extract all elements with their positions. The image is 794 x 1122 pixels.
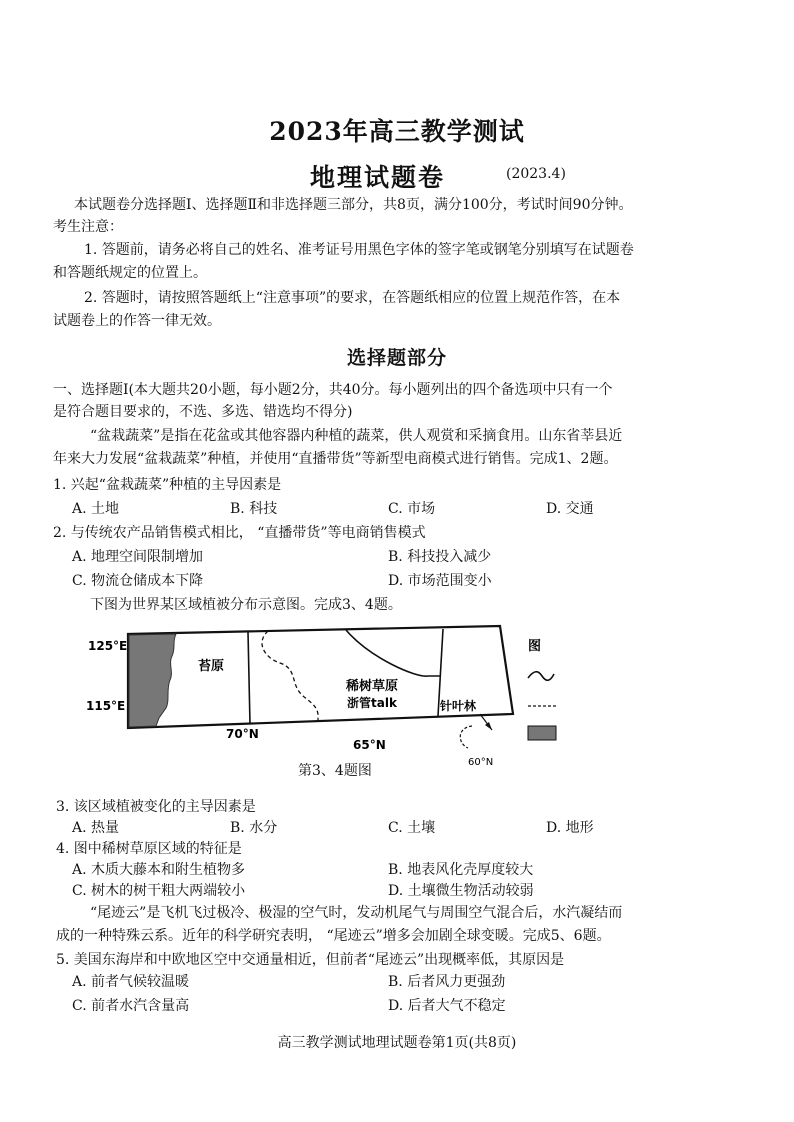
question-2-option-d: D. 市场范围变小 [388,573,492,589]
question-3-stem: 3. 该区域植被变化的主导因素是 [56,799,256,815]
savanna-label: 稀树草原 [346,679,399,694]
exam-title: 2023年高三教学测试 [269,117,525,146]
question-4-option-d: D. 土壤微生物活动较弱 [388,883,534,899]
question-5-option-c: C. 前者水汽含量高 [72,998,190,1014]
note-2b: 试题卷上的作答一律无效。 [53,313,221,329]
lat-125-label: 125°E [88,639,128,653]
shaded-area [129,634,176,727]
question-4-stem: 4. 图中稀树草原区域的特征是 [56,841,242,857]
question-3-option-c: C. 土壤 [388,820,436,836]
section-instructions-b: 是符合题目要求的，不选、多选、错选均不得分) [53,404,353,420]
question-1-option-a: A. 土地 [72,501,120,517]
question-5-option-d: D. 后者大气不稳定 [388,998,506,1014]
legend-solid-line-icon [528,672,554,681]
question-2-option-c: C. 物流仓储成本下降 [72,573,204,589]
lon-70-label: 70°N [226,727,259,741]
map-intro: 下图为世界某区域植被分布示意图。完成3、4题。 [90,597,402,613]
dashed-curve [460,726,472,748]
question-3-option-a: A. 热量 [72,820,120,836]
intro-line: 本试题卷分选择题Ⅰ、选择题Ⅱ和非选择题三部分，共8页，满分100分，考试时间90分钟。 [74,197,633,213]
map-legend [520,634,560,750]
dashed-boundary [262,631,318,722]
section-instructions-a: 一、选择题Ⅰ(本大题共20小题，每小题2分，共40分。每小题列出的四个备选项中只有一个 [53,382,613,398]
section-title: 选择题部分 [346,347,447,369]
exam-date: (2023.4) [506,166,566,182]
question-4-option-c: C. 树木的树干粗大两端较小 [72,883,246,899]
question-4-option-b: B. 地表风化壳厚度较大 [388,862,534,878]
watermark-label: 浙管talk [347,696,397,710]
legend-title: 图 [528,639,542,654]
arrow-head [485,722,492,730]
question-2-option-b: B. 科技投入减少 [388,549,492,565]
question-3-option-b: B. 水分 [230,820,278,836]
passage-1-line-2: 年来大力发展“盆栽蔬菜”种植，并使用“直播带货”等新型电商模式进行销售。完成1、2题。 [53,451,618,467]
map-caption: 第3、4题图 [298,763,372,779]
question-1-option-c: C. 市场 [388,501,436,517]
conifer-label: 针叶林 [440,699,477,713]
question-2-option-a: A. 地理空间限制增加 [72,549,204,565]
lon-60-label: 60°N [468,757,494,768]
vegetation-map [80,618,580,778]
question-1-option-d: D. 交通 [546,501,594,517]
legend-shaded-box-icon [528,726,556,740]
lat-115-label: 115°E [86,699,126,713]
note-1a: 1. 答题前，请务必将自己的姓名、准考证号用黑色字体的签字笔或钢笔分别填写在试题卷 [84,242,634,258]
note-2a: 2. 答题时，请按照答题纸上“注意事项”的要求，在答题纸相应的位置上规范作答，在本 [84,290,621,306]
boundary-line [248,632,250,724]
passage-1-line-1: “盆栽蔬菜”是指在花盆或其他容器内种植的蔬菜，供人观赏和采摘食用。山东省莘县近 [90,428,623,444]
tundra-label: 苔原 [198,659,225,674]
vegetation-boundary [346,630,440,676]
notice-heading: 考生注意： [53,219,123,235]
exam-subtitle: 地理试题卷 [310,163,446,192]
question-2-stem: 2. 与传统农产品销售模式相比， “直播带货”等电商销售模式 [53,525,426,541]
page-footer: 高三教学测试地理试题卷第1页(共8页) [277,1035,517,1051]
passage-2-line-2: 成的一种特殊云系。近年的科学研究表明， “尾迹云”增多会加剧全球变暖。完成5、6题。 [56,928,611,944]
question-1-option-b: B. 科技 [230,501,278,517]
question-5-option-a: A. 前者气候较温暖 [72,974,190,990]
question-5-stem: 5. 美国东海岸和中欧地区空中交通量相近，但前者“尾迹云”出现概率低，其原因是 [56,952,565,968]
passage-2-line-1: “尾迹云”是飞机飞过极冷、极湿的空气时，发动机尾气与周围空气混合后，水汽凝结而 [90,905,623,921]
question-3-option-d: D. 地形 [546,820,594,836]
note-1b: 和答题纸规定的位置上。 [53,265,207,281]
lon-65-label: 65°N [353,738,386,752]
question-5-option-b: B. 后者风力更强劲 [388,974,506,990]
question-1-stem: 1. 兴起“盆栽蔬菜”种植的主导因素是 [53,477,282,493]
question-4-option-a: A. 木质大藤本和附生植物多 [72,862,246,878]
